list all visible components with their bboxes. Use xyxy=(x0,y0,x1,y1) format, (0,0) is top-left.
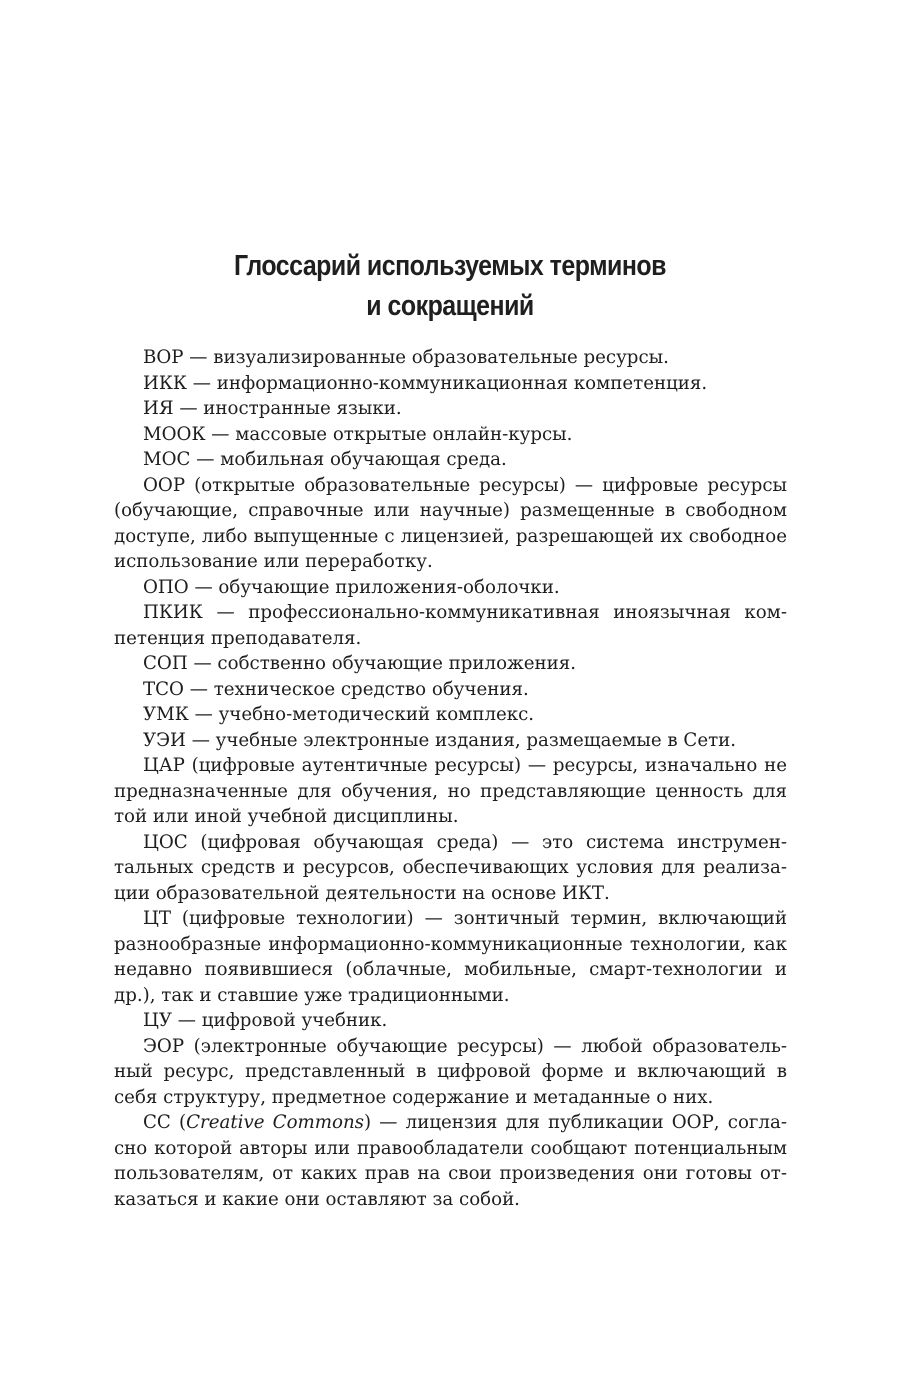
glossary-entry-vor: ВОР — визуализированные образовательные ресурсы. xyxy=(143,347,669,368)
glossary-entry-tsos: ЦОС (цифровая обучающая среда) — это система инструментальных средств и ресурсов, обеспечивающих условия для реализации образовательной деятельности на основе ИКТ. xyxy=(114,831,787,904)
glossary-list xyxy=(114,345,787,1212)
page-title xyxy=(63,246,837,326)
glossary-entry-ikk: ИКК — информационно-коммуникационная компетенция. xyxy=(143,372,708,394)
glossary-entry-oor: ООР (открытые образовательные ресурсы) — цифровые ресурсы (обучающие, справочные или научные) размещенные в свободном доступе, либо выпущенные с лицензией, разрешающей их свободное использование или переработку. xyxy=(114,474,787,572)
glossary-entry-tst: ЦТ (цифровые технологии) — зонтичный термин, включающий разнообразные информационно-коммуникационные технологии, как недавно появившиеся (облачные, мобильные, смарт-технологии и др.), так и ставшие уже традиционными. xyxy=(114,908,787,1006)
glossary-entry-iya: ИЯ — иностранные языки. xyxy=(143,398,402,419)
title-line-2: и сокращений xyxy=(366,290,534,322)
cc-prefix: CC ( xyxy=(143,1112,187,1133)
glossary-entry-sop: СОП — собственно обучающие приложения. xyxy=(143,653,577,674)
glossary-entry-eor: ЭОР (электронные обучающие ресурсы) — любой образовательный ресурс, представленный в цифровой форме и включающий в себя структуру, предметное содержание и метаданные о них. xyxy=(114,1035,787,1108)
glossary-entry-tsu: ЦУ — цифровой учебник. xyxy=(143,1010,388,1031)
glossary-entry-tsar: ЦАР (цифровые аутентичные ресурсы) — ресурсы, изначально не предназначенные для обучения, но представляющие ценность для той или иной учебной дисциплины. xyxy=(114,755,787,827)
title-line-1: Глоссарий используемых терминов xyxy=(234,250,666,282)
glossary-entry-pkik: ПКИК — профессионально-коммуникативная иноязычная компетенция преподавателя. xyxy=(114,602,787,649)
glossary-entry-cc xyxy=(114,1110,787,1212)
glossary-entry-umk: УМК — учебно-методический комплекс. xyxy=(143,704,535,725)
cc-definition: ) — лицензия для публикации ООР, согласно которой авторы или правообладатели сообщают потенциальным пользователям, от каких прав на свои произведения они готовы отказаться и какие они оставляют за собой. xyxy=(114,1112,787,1210)
glossary-entry-opo: ОПО — обучающие приложения-оболочки. xyxy=(143,576,560,598)
glossary-entry-uei: УЭИ — учебные электронные издания, размещаемые в Сети. xyxy=(143,729,737,751)
cc-italic-term: Creative Commons xyxy=(186,1112,365,1133)
glossary-entry-mook: МООК — массовые открытые онлайн-курсы. xyxy=(143,423,573,445)
glossary-entry-tso: ТСО — техническое средство обучения. xyxy=(143,678,529,700)
glossary-entry-mos: МОС — мобильная обучающая среда. xyxy=(143,449,507,470)
